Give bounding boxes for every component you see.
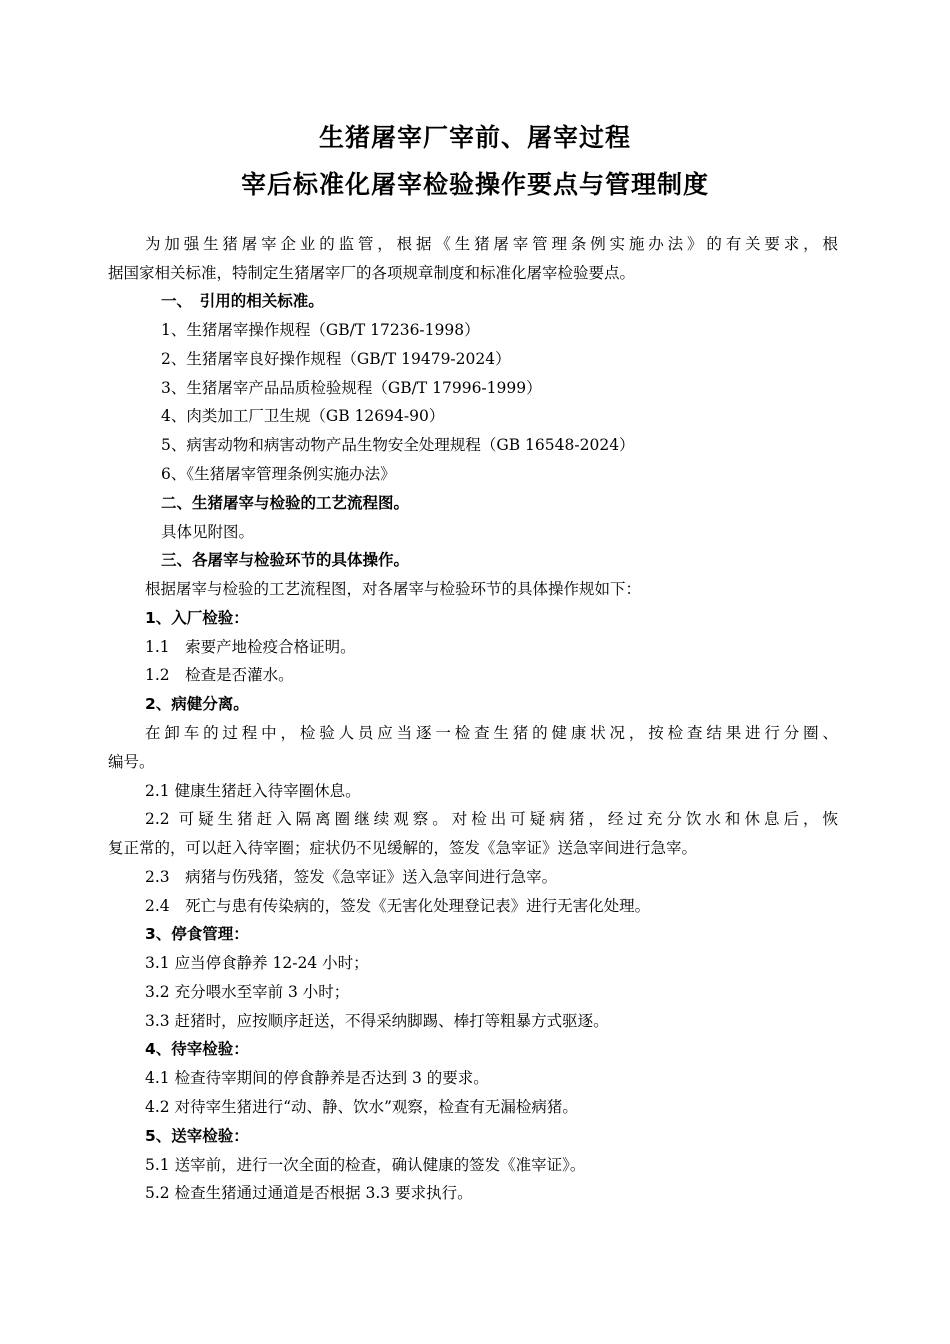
- subsection1-heading: 1、入厂检验：: [145, 609, 249, 627]
- list-item: 1.2 检查是否灌水。: [145, 666, 294, 684]
- list-item: 3.2 充分喂水至宰前 3 小时；: [145, 983, 350, 1001]
- list-item: 1.1 索要产地检疫合格证明。: [145, 638, 356, 656]
- paragraph-line: 复正常的，可以赶入待宰圈；症状仍不见缓解的，签发《急宰证》送急宰间进行急宰。: [108, 839, 698, 857]
- standard-item: 1、生猪屠宰操作规程（GB/T 17236-1998）: [161, 321, 480, 339]
- subsection3-heading: 3、停食管理：: [145, 925, 249, 943]
- list-item: 5.1 送宰前，进行一次全面的检查，确认健康的签发《准宰证》。: [145, 1156, 586, 1174]
- paragraph-line: 2.2 可疑生猪赶入隔离圈继续观察。对检出可疑病猪，经过充分饮水和休息后，恢: [145, 810, 838, 828]
- list-item: 5.2 检查生猪通过通道是否根据 3.3 要求执行。: [145, 1184, 473, 1202]
- list-item: 4.1 检查待宰期间的停食静养是否达到 3 的要求。: [145, 1069, 489, 1087]
- standard-item: 6、《生猪屠宰管理条例实施办法》: [161, 465, 396, 483]
- list-item: 2.1 健康生猪赶入待宰圈休息。: [145, 782, 361, 800]
- intro-line2: 据国家相关标准，特制定生猪屠宰厂的各项规章制度和标准化屠宰检验要点。: [108, 264, 636, 282]
- list-item: 3.1 应当停食静养 12-24 小时；: [145, 954, 369, 972]
- list-item: 4.2 对待宰生猪进行“动、静、饮水”观察，检查有无漏检病猪。: [145, 1098, 578, 1116]
- list-item: 2.3 病猪与伤残猪，签发《急宰证》送入急宰间进行急宰。: [145, 868, 558, 886]
- subsection5-heading: 5、送宰检验：: [145, 1127, 249, 1145]
- standard-item: 2、生猪屠宰良好操作规程（GB/T 19479-2024）: [161, 350, 511, 368]
- list-item: 2.4 死亡与患有传染病的，签发《无害化处理登记表》进行无害化处理。: [145, 897, 651, 915]
- standard-item: 5、病害动物和病害动物产品生物安全处理规程（GB 16548-2024）: [161, 436, 635, 454]
- document-title-line2: 宰后标准化屠宰检验操作要点与管理制度: [240, 170, 709, 199]
- section3-heading: 三、各屠宰与检验环节的具体操作。: [161, 551, 410, 569]
- paragraph-line: 编号。: [108, 753, 155, 771]
- subsection4-heading: 4、待宰检验：: [145, 1040, 249, 1058]
- intro-line1: 为加强生猪屠宰企业的监管，根据《生猪屠宰管理条例实施办法》的有关要求，根: [145, 235, 838, 253]
- paragraph-line: 在卸车的过程中，检验人员应当逐一检查生猪的健康状况，按检查结果进行分圈、: [145, 724, 838, 742]
- section2-heading: 二、生猪屠宰与检验的工艺流程图。: [161, 494, 410, 512]
- standard-item: 3、生猪屠宰产品品质检验规程（GB/T 17996-1999）: [161, 379, 542, 397]
- document-title-line1: 生猪屠宰厂宰前、屠宰过程: [318, 123, 631, 152]
- list-item: 3.3 赶猪时，应按顺序赶送，不得采纳脚踢、棒打等粗暴方式驱逐。: [145, 1012, 609, 1030]
- standard-item: 4、肉类加工厂卫生规（GB 12694-90）: [161, 407, 445, 425]
- section2-text: 具体见附图。: [161, 523, 255, 541]
- section1-heading: 一、 引用的相关标准。: [161, 292, 324, 310]
- subsection2-heading: 2、病健分离。: [145, 695, 249, 713]
- section3-text: 根据屠宰与检验的工艺流程图，对各屠宰与检验环节的具体操作规如下：: [145, 580, 642, 598]
